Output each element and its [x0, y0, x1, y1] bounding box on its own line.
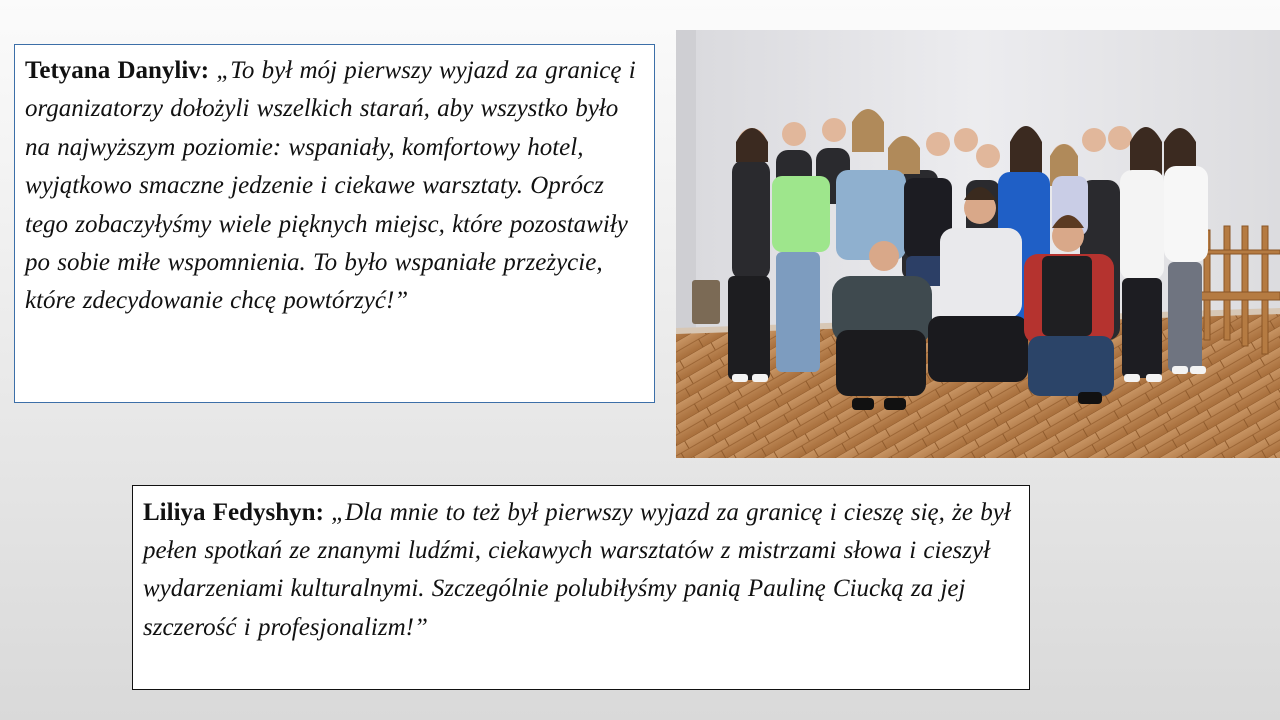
quote-box-tetyana: [14, 44, 655, 403]
quote-text: „To był mój pierwszy wyjazd za granicę i organizatorzy dołożyli wszelkich starań, aby wszystko było na najwyższym poziomie: wspaniały, komfortowy hotel, wyjątkowo smaczne jedzenie i ciekawe warsztaty. Oprócz tego zobaczyłyśmy wiele pięknych miejsc, które pozostawiły po sobie miłe wspomnienia. To było wspaniałe przeżycie, które zdecydowanie chcę powtórzyć!”: [25, 57, 636, 315]
group-photo: [676, 30, 1280, 458]
quote-author: Tetyana Danyliv:: [25, 57, 217, 84]
quote-author: Liliya Fedyshyn:: [143, 499, 332, 526]
quote-text: „Dla mnie to też był pierwszy wyjazd za granicę i cieszę się, że był pełen spotkań ze znanymi ludźmi, ciekawych warsztatów z mistrzami słowa i cieszył wydarzeniami kulturalnymi. Szczególnie polubiłyśmy panią Paulinę Ciucką za jej szczerość i profesjonalizm!”: [143, 499, 1011, 641]
quote-box-liliya: [132, 485, 1030, 690]
